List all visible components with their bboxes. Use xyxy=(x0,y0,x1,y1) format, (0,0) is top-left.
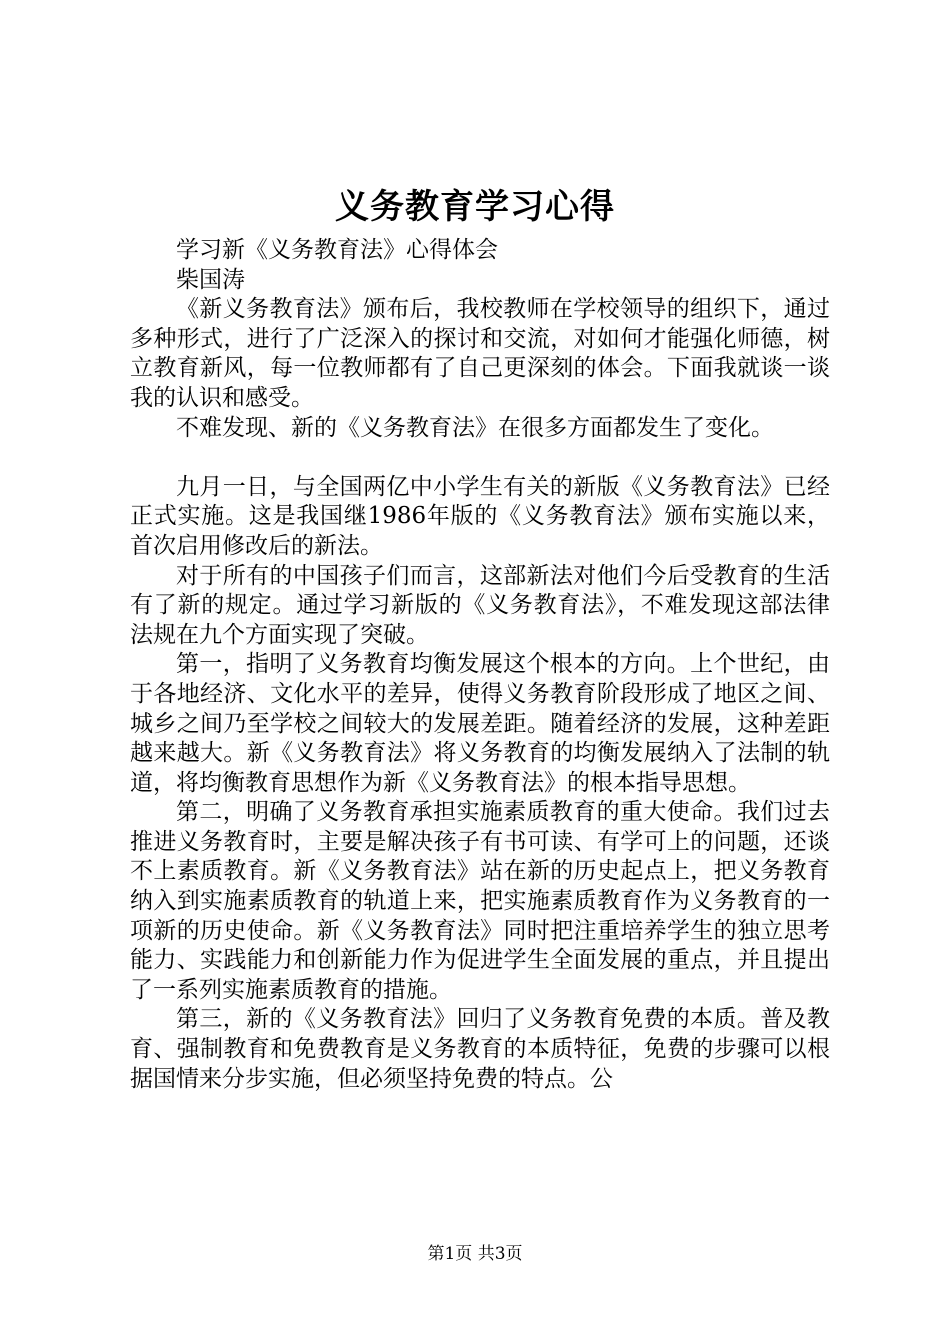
paragraph-intro: 《新义务教育法》颁布后，我校教师在学校领导的组织下，通过多种形式，进行了广泛深入的探讨和交流，对如何才能强化师德，树立教育新风，每一位教师都有了自己更深刻的体会。下面我就谈一谈我的认识和感受。 xyxy=(130,296,830,411)
subtitle-line: 学习新《义务教育法》心得体会 xyxy=(176,237,498,263)
paragraph-point-two: 第二，明确了义务教育承担实施素质教育的重大使命。我们过去推进义务教育时，主要是解决孩子有书可读、有学可上的问题，还谈不上素质教育。新《义务教育法》站在新的历史起点上，把义务教育纳入到实施素质教育的轨道上来，把实施素质教育作为义务教育的一项新的历史使命。新《义务教育法》同时把注重培养学生的独立思考能力、实践能力和创新能力作为促进学生全面发展的重点，并且提出了一系列实施素质教育的措施。 xyxy=(130,799,830,1003)
paragraph-breakthroughs: 对于所有的中国孩子们而言，这部新法对他们今后受教育的生活有了新的规定。通过学习新版的《义务教育法》，不难发现这部法律法规在九个方面实现了突破。 xyxy=(130,562,830,648)
author-line: 柴国涛 xyxy=(176,266,245,293)
paragraph-changes: 不难发现、新的《义务教育法》在很多方面都发生了变化。 xyxy=(176,414,774,441)
page-number-footer: 第1页 共3页 xyxy=(427,1244,523,1264)
paragraph-point-one: 第一，指明了义务教育均衡发展这个根本的方向。上个世纪，由于各地经济、文化水平的差异，使得义务教育阶段形成了地区之间、城乡之间乃至学校之间较大的发展差距。随着经济的发展，这种差距越来越大。新《义务教育法》将义务教育的均衡发展纳入了法制的轨道，将均衡教育思想作为新《义务教育法》的根本指导思想。 xyxy=(130,651,830,796)
paragraph-implementation: 九月一日，与全国两亿中小学生有关的新版《义务教育法》已经正式实施。这是我国继1986年版的《义务教育法》颁布实施以来，首次启用修改后的新法。 xyxy=(130,473,830,559)
document-body xyxy=(130,236,830,1094)
document-title: 义务教育学习心得 xyxy=(335,187,615,227)
paragraph-point-three: 第三，新的《义务教育法》回归了义务教育免费的本质。普及教育、强制教育和免费教育是义务教育的本质特征，免费的步骤可以根据国情来分步实施，但必须坚持免费的特点。公 xyxy=(130,1006,830,1092)
